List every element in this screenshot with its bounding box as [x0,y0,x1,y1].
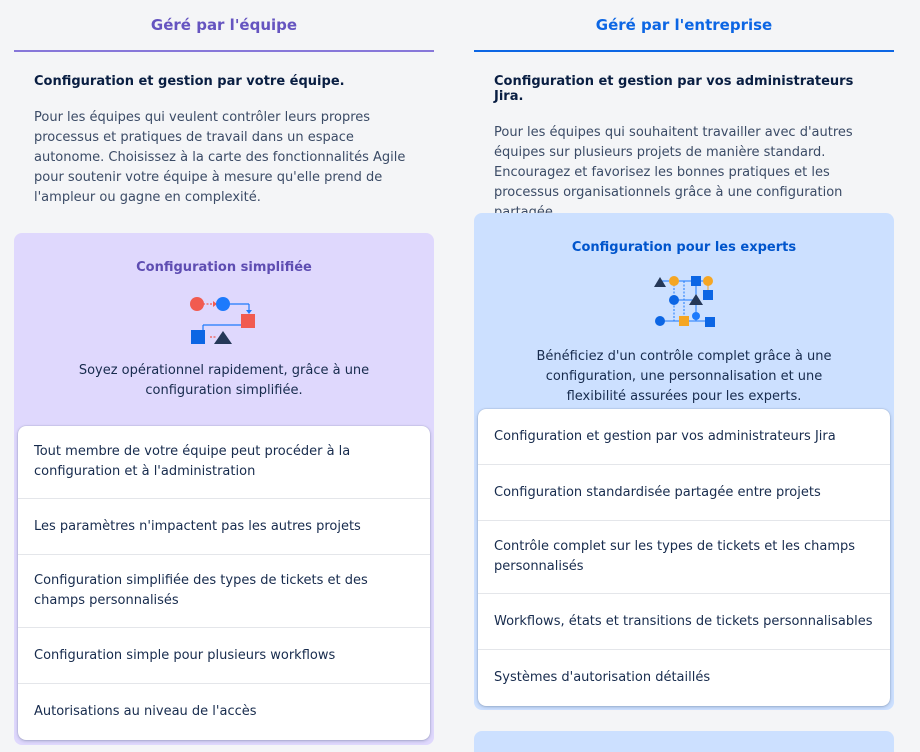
list-item: Systèmes d'autorisation détaillés [494,670,711,685]
tab-team-managed-label: Géré par l'équipe [150,16,298,34]
team-feature-list [18,426,430,740]
company-heading: Configuration et gestion par vos administrateurs Jira. [494,74,854,104]
team-feature-panel [14,233,434,745]
tab-team-managed[interactable] [14,0,434,52]
team-panel-text: Soyez opérationnel rapidement, grâce à une configuration simplifiée. [78,363,370,398]
list-item: Contrôle complet sur les types de tickets et les champs personnalisés [478,521,890,594]
next-panel-partial [474,731,894,752]
complex-workflow-illustration [652,273,716,329]
company-panel-title: Configuration pour les experts [571,240,797,255]
team-managed-column [14,0,434,719]
simple-workflow-illustration [189,293,259,347]
company-panel-text: Bénéficiez d'un contrôle complet grâce à une configuration, une personnalisation et une flexibilité assurées pour les experts. [536,349,832,404]
company-feature-panel [474,213,894,710]
list-item: Configuration simplifiée des types de tickets et des champs personnalisés [18,555,430,628]
company-managed-column [474,0,894,685]
list-item: Les paramètres n'impactent pas les autres projets [18,499,430,555]
company-description: Pour les équipes qui souhaitent travailler avec d'autres équipes sur plusieurs projets de manière standard. Encouragez et favorisez les bonnes pratiques et les processus organisationnels grâce à une configuration [494,125,853,200]
company-feature-list [478,409,890,706]
team-description: Pour les équipes qui veulent contrôler leurs propres processus et pratiques de travail dans un espace autonome. Choisissez à la carte des fonctionnalités Agile pour soutenir votre équipe à mesure qu'elle prend de l'ampleur ou gagne en complexité. [34,110,406,205]
list-item: Configuration standardisée partagée entre projets [478,465,890,521]
team-heading: Configuration et gestion par votre équipe. [34,74,345,89]
tab-company-managed-label: Géré par l'entreprise [595,16,773,34]
team-panel-title: Configuration simplifiée [136,260,312,275]
tab-company-managed[interactable] [474,0,894,52]
list-item: Autorisations au niveau de l'accès [34,704,257,719]
list-item: Configuration simple pour plusieurs workflows [18,628,430,684]
list-item: Configuration et gestion par vos administrateurs Jira [478,409,890,465]
list-item: Tout membre de votre équipe peut procéder à la configuration et à l'administration [18,426,430,499]
list-item: Workflows, états et transitions de tickets personnalisables [478,594,890,650]
